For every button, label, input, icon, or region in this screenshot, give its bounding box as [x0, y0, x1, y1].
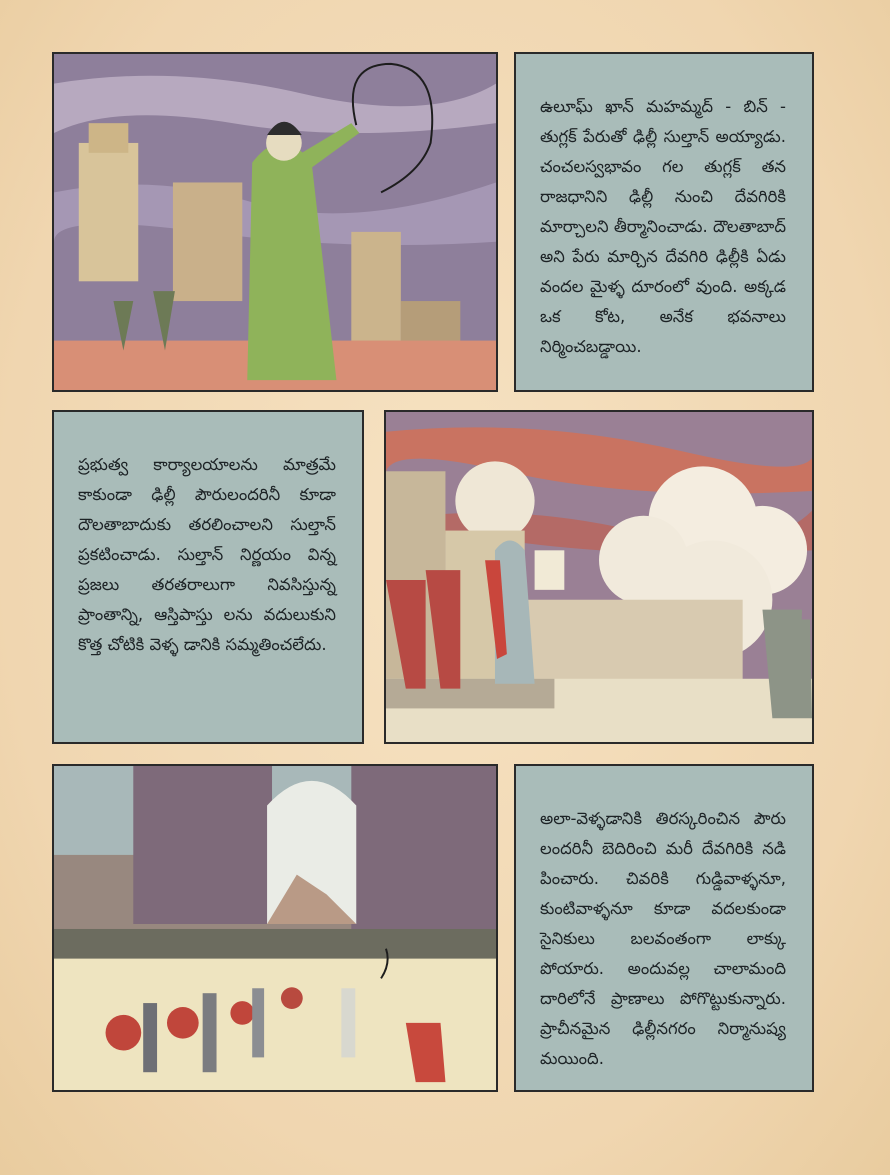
herald-illustration: [386, 412, 812, 742]
panel-crowd-exodus: [52, 764, 498, 1092]
panel-narration-1: [514, 52, 814, 392]
panel-herald-proclamation: [384, 410, 814, 744]
sultan-illustration: [54, 54, 496, 390]
panel-narration-3: [514, 764, 814, 1092]
exodus-illustration: [54, 766, 496, 1090]
narration-text-1: ఉలూఘ్ ఖాన్ మహమ్మద్ - బిన్ - తుగ్లక్ పేరుతో ఢిల్లీ సుల్తాన్ అయ్యాడు. చంచలస్వభావం గల తుగ్లక్ తన రాజధానిని ఢిల్లీ నుంచి దేవగిరికి మార్చాలని తీర్మానించాడు. దౌలతాబాద్ అని పేరు మార్చిన దేవగిరి ఢిల్లీకి ఏడు వందల మైళ్ళ దూరంలో వుంది. అక్కడ ఒక కోట, అనేక భవనాలు నిర్మించబడ్డాయి.: [540, 97, 786, 356]
narration-text-2: ప్రభుత్వ కార్యాలయాలను మాత్రమే కాకుండా ఢిల్లీ పౌరులందరినీ కూడా దౌలతాబాదుకు తరలించాలని సుల్తాన్ ప్రకటించాడు. సుల్తాన్ నిర్ణయం విన్న ప్రజలు తరతరాలుగా నివసిస్తున్న ప్రాంతాన్ని, ఆస్తిపాస్తు లను వదులుకుని కొత్త చోటికి వెళ్ళ డానికి సమ్మతించలేదు.: [78, 455, 336, 654]
narration-text-3: అలా-వెళ్ళడానికి తిరస్కరించిన పౌరు లందరినీ బెదిరించి మరీ దేవగిరికి నడి పించారు. చివరికి గుడ్డివాళ్ళనూ, కుంటివాళ్ళనూ కూడా వదలకుండా సైనికులు బలవంతంగా లాక్కు పోయారు. అందువల్ల చాలామంది దారిలోనే ప్రాణాలు పోగొట్టుకున్నారు. ప్రాచీనమైన ఢిల్లీనగరం నిర్మానుష్య మయింది.: [540, 809, 786, 1068]
panel-sultan-with-whip: [52, 52, 498, 392]
panel-narration-2: [52, 410, 364, 744]
